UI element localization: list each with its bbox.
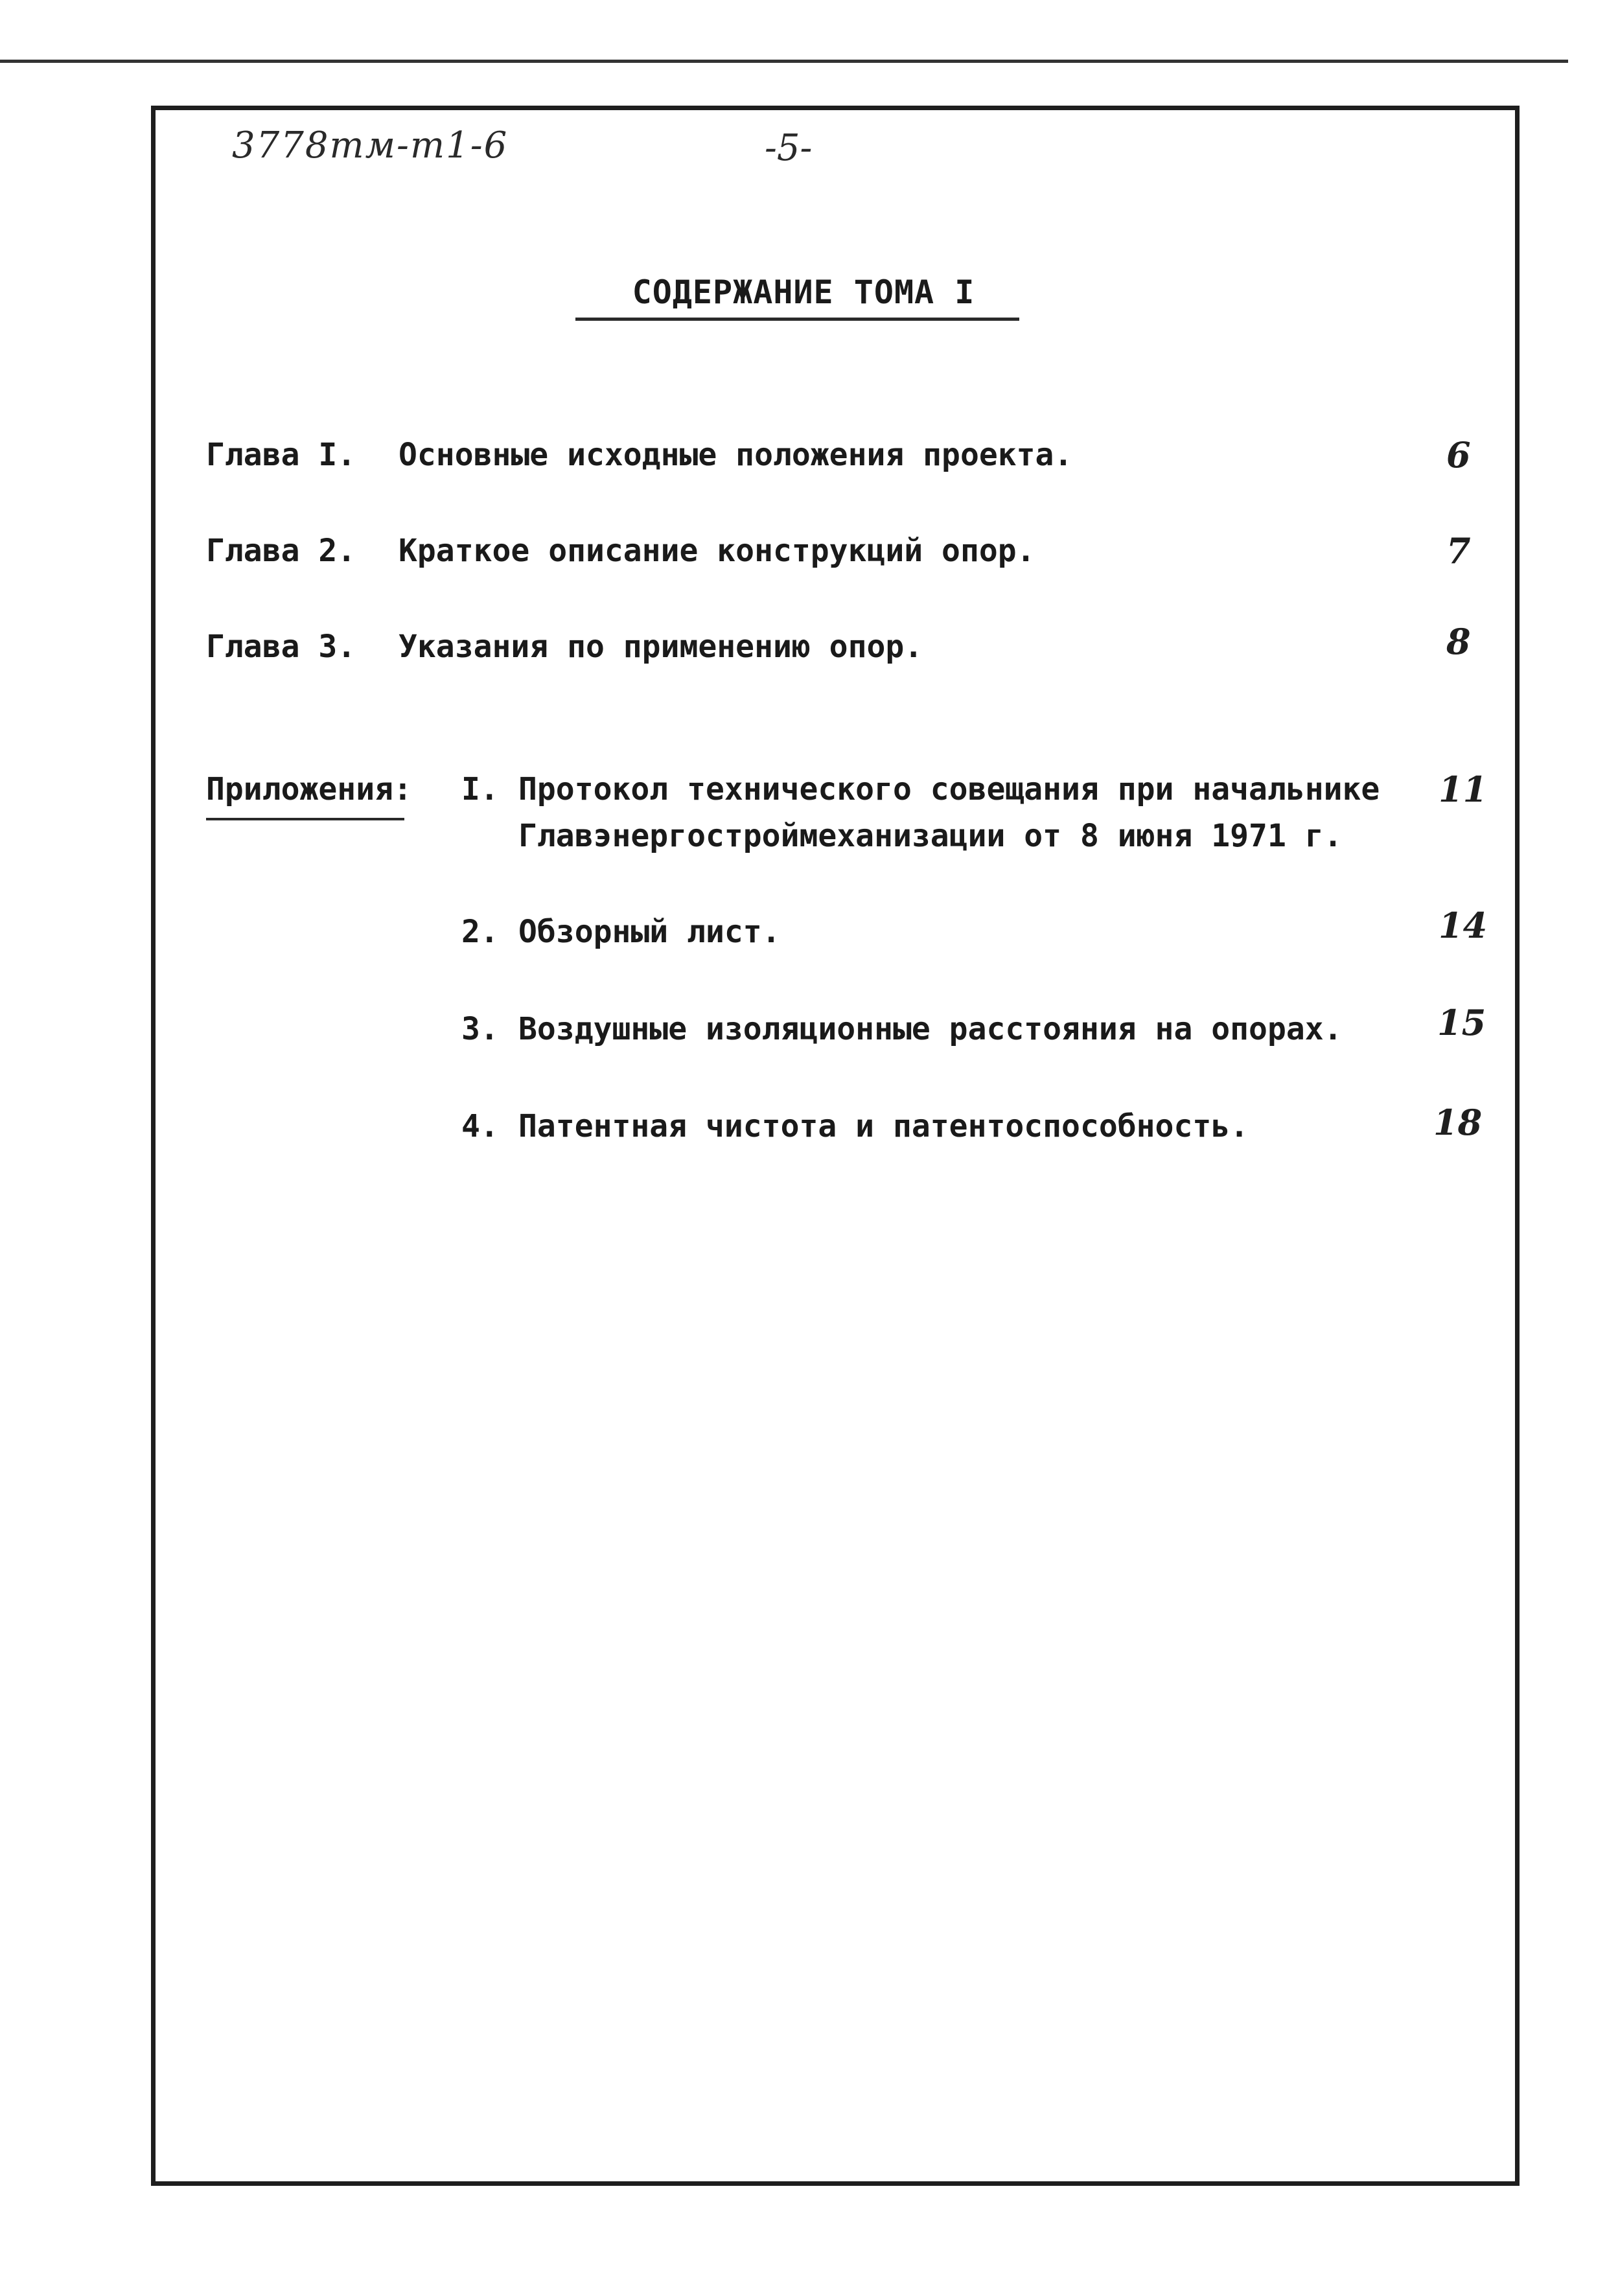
chapter-2-page: 7 xyxy=(1446,530,1471,572)
appendix-2-num: 2. xyxy=(461,914,499,950)
top-rule xyxy=(0,60,1568,63)
appendix-1-text: Протокол технического совещания при начальнике xyxy=(518,771,1380,807)
chapter-1-page: 6 xyxy=(1446,434,1471,476)
chapter-3-text: Указания по применению опор. xyxy=(399,629,923,665)
appendix-3-text: Воздушные изоляционные расстояния на опорах. xyxy=(518,1011,1343,1047)
appendices-label: Приложения: xyxy=(206,771,412,807)
appendices-underline xyxy=(206,818,404,820)
appendix-3-page: 15 xyxy=(1437,1002,1486,1043)
chapter-2-text: Краткое описание конструкций опор. xyxy=(399,533,1035,569)
appendix-3-num: 3. xyxy=(461,1011,499,1047)
chapter-3-page: 8 xyxy=(1446,621,1471,662)
appendix-2-text: Обзорный лист. xyxy=(518,914,781,950)
chapter-1-label: Глава I. xyxy=(206,437,356,473)
appendix-4-num: 4. xyxy=(461,1108,499,1144)
chapter-1-text: Основные исходные положения проекта. xyxy=(399,437,1073,473)
appendix-1-num: I. xyxy=(461,771,499,807)
chapter-2-label: Глава 2. xyxy=(206,533,356,569)
chapter-3-label: Глава 3. xyxy=(206,629,356,665)
appendix-1-text-line2: Главэнергостроймеханизации от 8 июня 1971 г. xyxy=(518,818,1343,854)
document-code: 3778тм-т1-6 xyxy=(232,124,509,167)
page-frame xyxy=(151,106,1520,2186)
appendix-2-page: 14 xyxy=(1439,905,1488,946)
appendix-4-page: 18 xyxy=(1433,1102,1483,1143)
title-underline xyxy=(575,318,1019,321)
appendix-1-page: 11 xyxy=(1439,769,1488,810)
page-title: СОДЕРЖАНИЕ ТОМА I xyxy=(632,273,975,311)
appendix-4-text: Патентная чистота и патентоспособность. xyxy=(518,1108,1249,1144)
page-number: -5- xyxy=(765,127,813,169)
